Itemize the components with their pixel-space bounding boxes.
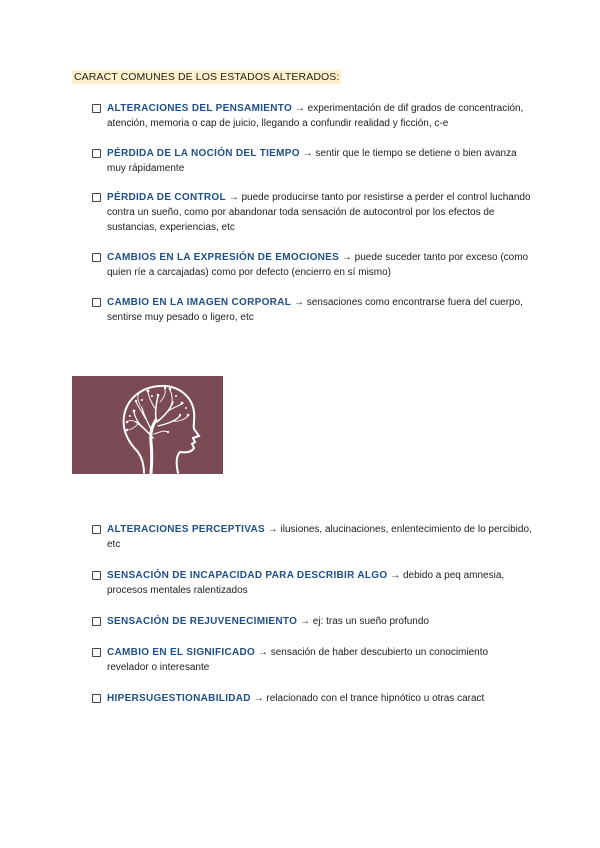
item-description: → sensación de haber descubierto un conocimiento revelador o interesante bbox=[107, 647, 489, 673]
item-keyword: SENSACIÓN DE REJUVENECIMIENTO bbox=[107, 616, 298, 627]
checkbox-icon[interactable] bbox=[92, 298, 101, 307]
characteristics-list-bottom bbox=[92, 522, 532, 706]
checkbox-icon[interactable] bbox=[92, 149, 101, 158]
list-item bbox=[92, 190, 532, 235]
page-title: CARACT COMUNES DE LOS ESTADOS ALTERADOS: bbox=[74, 71, 340, 83]
list-item bbox=[92, 645, 532, 675]
item-description: → relacionado con el trance hipnótico u otras caract bbox=[250, 693, 485, 704]
item-keyword: HIPERSUGESTIONABILIDAD bbox=[107, 693, 251, 704]
list-item bbox=[92, 250, 532, 280]
checkbox-icon[interactable] bbox=[92, 648, 101, 657]
checkbox-icon[interactable] bbox=[92, 193, 101, 202]
item-keyword: ALTERACIONES DEL PENSAMIENTO bbox=[107, 103, 293, 114]
item-keyword: CAMBIO EN LA IMAGEN CORPORAL bbox=[107, 297, 292, 308]
item-keyword: SENSACIÓN DE INCAPACIDAD PARA DESCRIBIR ALGO bbox=[107, 570, 388, 581]
item-keyword: PÉRDIDA DE CONTROL bbox=[107, 192, 226, 203]
checkbox-icon[interactable] bbox=[92, 104, 101, 113]
item-description: → sensaciones como encontrarse fuera del cuerpo, sentirse muy pesado o ligero, etc bbox=[107, 297, 523, 323]
list-item bbox=[92, 614, 532, 629]
item-description: → puede suceder tanto por exceso (como quien ríe a carcajadas) como por defecto (encierro en sí mismo) bbox=[107, 252, 529, 278]
list-item bbox=[92, 522, 532, 552]
item-keyword: ALTERACIONES PERCEPTIVAS bbox=[107, 524, 265, 535]
item-keyword: CAMBIO EN EL SIGNIFICADO bbox=[107, 647, 256, 658]
checkbox-icon[interactable] bbox=[92, 253, 101, 262]
tree-head-image bbox=[72, 376, 223, 474]
item-description: → sentir que le tiempo se detiene o bien avanza muy rápidamente bbox=[107, 148, 517, 174]
list-item bbox=[92, 295, 532, 325]
list-item bbox=[92, 146, 532, 176]
list-item bbox=[92, 101, 532, 131]
item-description: → ilusiones, alucinaciones, enlentecimiento de lo percibido, etc bbox=[107, 524, 532, 550]
item-description: → experimentación de dif grados de concentración, atención, memoria o cap de juicio, llegando a confundir realidad y ficción, c-e bbox=[107, 103, 524, 129]
item-description: → ej: tras un sueño profundo bbox=[297, 616, 429, 627]
item-keyword: PÉRDIDA DE LA NOCIÓN DEL TIEMPO bbox=[107, 148, 300, 159]
checkbox-icon[interactable] bbox=[92, 525, 101, 534]
item-keyword: CAMBIOS EN LA EXPRESIÓN DE EMOCIONES bbox=[107, 252, 340, 263]
checkbox-icon[interactable] bbox=[92, 617, 101, 626]
item-description: → debido a peq amnesia, procesos mentales ralentizados bbox=[107, 570, 505, 596]
checkbox-icon[interactable] bbox=[92, 571, 101, 580]
list-item bbox=[92, 691, 532, 706]
list-item bbox=[92, 568, 532, 598]
checkbox-icon[interactable] bbox=[92, 694, 101, 703]
characteristics-list-top bbox=[92, 101, 532, 325]
tree-head-silhouette-icon bbox=[72, 376, 223, 474]
item-description: → puede producirse tanto por resistirse a perder el control luchando contra un sueño, como por abandonar toda sensación de autocontrol por los efectos de sustancias, experiencias, etc bbox=[107, 192, 531, 233]
